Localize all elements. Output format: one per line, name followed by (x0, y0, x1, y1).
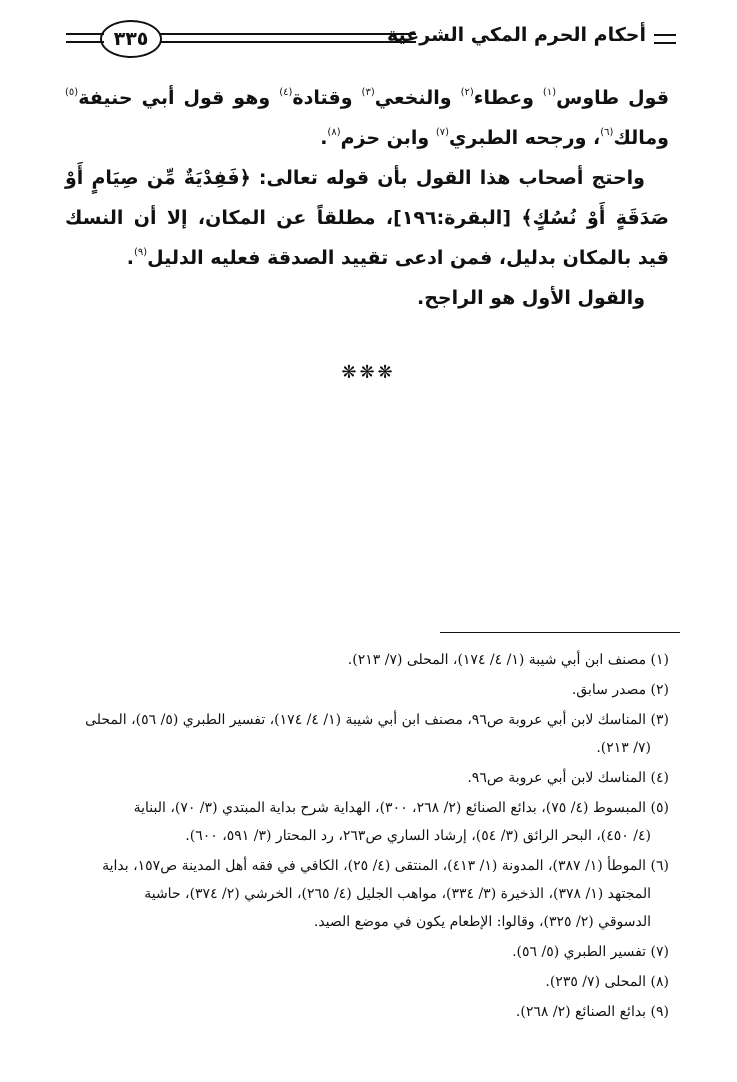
footnote-line (65, 764, 669, 792)
footnote (65, 794, 669, 850)
footnote-rule (440, 632, 680, 633)
footnote-marker: (٦) (600, 127, 614, 138)
footnote-line (65, 852, 669, 880)
footnote-text: مصدر سابق. (571, 682, 647, 698)
footnote-text: المناسك لابن أبي عروبة ص٩٦. (467, 770, 647, 786)
text-run: . (126, 247, 134, 269)
text-run: ، ورجحه الطبري (449, 127, 601, 149)
footnote-text: بدائع الصنائع (٢/ ٢٦٨). (515, 1004, 647, 1020)
header-rule (156, 33, 416, 43)
paragraph-1 (65, 78, 669, 158)
footnote-number: (٥) (650, 800, 669, 816)
footnote-number: (٢) (650, 682, 669, 698)
footnote-number: (٧) (650, 944, 669, 960)
footnote (65, 646, 669, 674)
text-run: وابن حزم (340, 127, 436, 149)
footnote-number: (٨) (650, 974, 669, 990)
footnote-line (65, 676, 669, 704)
footnote-number: (١) (650, 652, 669, 668)
footnote-line (65, 998, 669, 1026)
footnote-text: الموطأ (١/ ٣٨٧)، المدونة (١/ ٤١٣)، المنتقى (٤/ ٢٥)، الكافي في فقه أهل المدينة ص١٥٧، بداية (102, 858, 647, 874)
footnote-number: (٤) (650, 770, 669, 786)
footnote-number: (٣) (650, 712, 669, 728)
footnote (65, 938, 669, 966)
footnote (65, 706, 669, 762)
footnote-number: (٩) (650, 1004, 669, 1020)
footnote-marker: (٥) (65, 87, 79, 98)
footnote-text: تفسير الطبري (٥/ ٥٦). (512, 944, 647, 960)
text-run: وقتادة (292, 87, 362, 109)
main-text (65, 78, 669, 318)
footnote-text: مصنف ابن أبي شيبة (١/ ٤/ ١٧٤)، المحلى (٧/ ٢١٣). (347, 652, 647, 668)
footnote-marker: (٤) (279, 87, 293, 98)
footnote-line (65, 968, 669, 996)
text-run: . (320, 127, 328, 149)
footnote-line (65, 938, 669, 966)
footnote (65, 998, 669, 1026)
footnotes (65, 646, 669, 1028)
footnote-line (65, 794, 669, 822)
footnote-text: (٧/ ٢١٣). (596, 740, 651, 756)
text-run: ومالك (613, 127, 669, 149)
footnote-marker: (٣) (361, 87, 375, 98)
footnote-marker: (٧) (435, 127, 450, 138)
footnote-number: (٦) (650, 858, 669, 874)
page-number: ٣٣٥ (100, 20, 162, 58)
footnote-marker: (٩) (133, 247, 148, 258)
footnote-text: المبسوط (٤/ ٧٥)، بدائع الصنائع (٢/ ٢٦٨، ٣٠٠)، الهداية شرح بداية المبتدي (٣/ ٧٠)، البناية (133, 800, 647, 816)
footnote-text: المناسك لابن أبي عروبة ص٩٦، مصنف ابن أبي شيبة (١/ ٤/ ١٧٤)، تفسير الطبري (٥/ ٥٦)، المحلى (85, 712, 647, 728)
paragraph-2 (65, 158, 669, 278)
footnote (65, 852, 669, 936)
footnote-marker: (٢) (460, 87, 474, 98)
footnote-text: المحلى (٧/ ٢٣٥). (545, 974, 647, 990)
text-run: وعطاء (473, 87, 543, 109)
running-header (66, 18, 686, 66)
text-run: والنخعي (374, 87, 461, 109)
header-ornament-right (654, 34, 676, 44)
footnote-text: (٤/ ٤٥٠)، البحر الرائق (٣/ ٥٤)، إرشاد الساري ص٢٦٣، رد المحتار (٣/ ٥٩١، ٦٠٠). (185, 828, 651, 844)
footnote (65, 764, 669, 792)
footnote-text: المجتهد (١/ ٣٧٨)، الذخيرة (٣/ ٣٣٤)، مواهب الجليل (٤/ ٢٦٥)، الخرشي (٢/ ٣٧٤)، حاشية (144, 886, 651, 902)
section-separator: ❋❋❋ (341, 362, 396, 383)
footnote-marker: (١) (542, 87, 557, 98)
footnote (65, 676, 669, 704)
footnote (65, 968, 669, 996)
paragraph-3: والقول الأول هو الراجح. (417, 287, 645, 309)
text-run: واحتج أصحاب هذا القول بأن قوله تعالى: ﴿فَفِدْيَةٌ مِّن صِيَامٍ أَوْ صَدَقَةٍ أَوْ نُسُكٍ﴾ [البقرة:١٩٦]، مطلقاً عن المكان، إلا أن النسك قيد بالمكان بدليل، فمن ادعى تقييد الصدقة فعليه الدليل (65, 167, 670, 269)
footnote-line (65, 706, 669, 734)
footnote-text: الدسوقي (٢/ ٣٢٥)، وقالوا: الإطعام يكون في موضع الصيد. (313, 914, 651, 930)
footnote-line (65, 646, 669, 674)
footnote-marker: (٨) (327, 127, 341, 138)
header-ornament-left (66, 33, 104, 43)
text-run: وهو قول أبي حنيفة (78, 87, 280, 109)
chapter-title: أحكام الحرم المكي الشرعية (387, 24, 646, 46)
text-run: قول طاوس (556, 87, 670, 109)
